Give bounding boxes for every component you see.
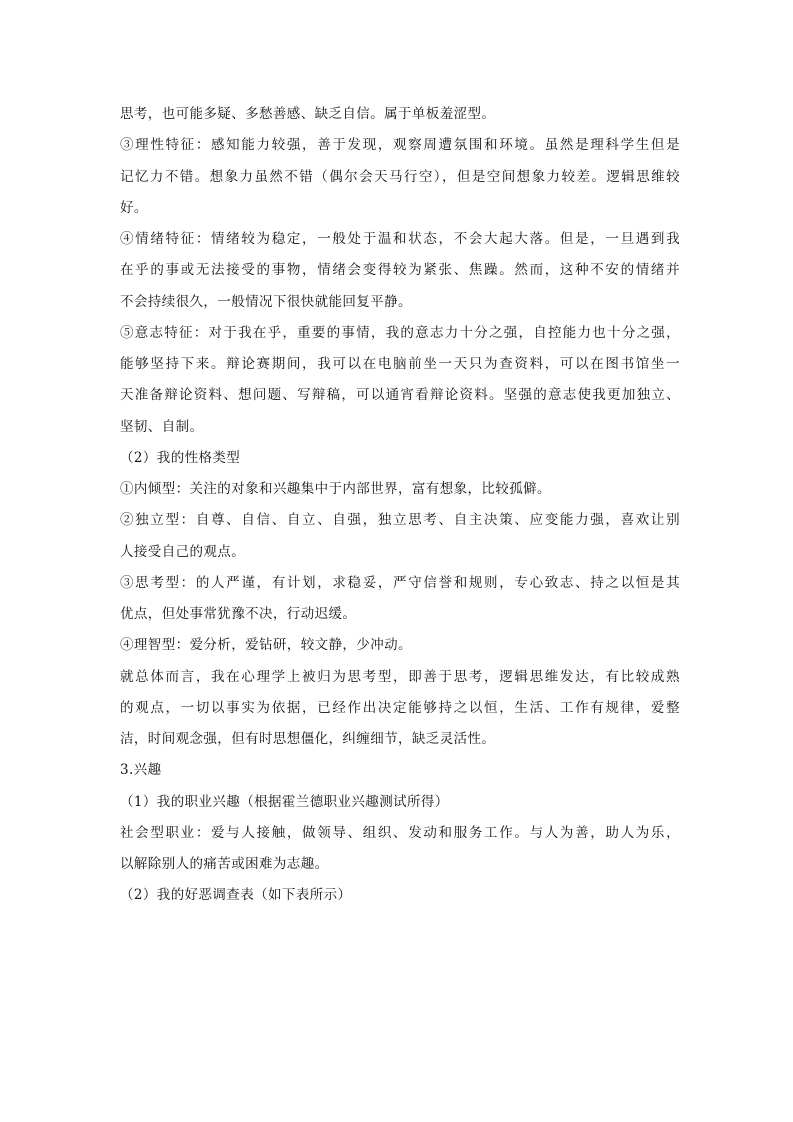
text-line: ③理性特征：感知能力较强，善于发现，观察周遭氛围和环境。虽然是理科学生但是 — [120, 137, 680, 154]
text-line: 能够坚持下来。辩论赛期间，我可以在电脑前坐一天只为查资料，可以在图书馆坐一 — [120, 356, 680, 372]
text-line: 社会型职业：爱与人接触，做领导、组织、发动和服务工作。与人为善，助人为乐， — [120, 824, 680, 841]
text-line: ③思考型：的人严谨，有计划，求稳妥，严守信誉和规则，专心致志、持之以恒是其 — [120, 574, 680, 591]
text-line: ⑤意志特征：对于我在乎，重要的事情，我的意志力十分之强，自控能力也十分之强， — [120, 324, 680, 341]
text-line: ②独立型：自尊、自信、自立、自强，独立思考、自主决策、应变能力强，喜欢让别 — [120, 512, 680, 529]
text-line: ④情绪特征：情绪较为稳定，一般处于温和状态，不会大起大落。但是，一旦遇到我 — [120, 231, 680, 247]
text-line: 的观点，一切以事实为依据，已经作出决定能够持之以恒，生活、工作有规律，爱整 — [120, 699, 680, 716]
document-body — [120, 99, 680, 912]
text-line: ①内倾型：关注的对象和兴趣集中于内部世界，富有想象，比较孤僻。 — [120, 481, 551, 497]
text-line: 记忆力不错。想象力虽然不错（偶尔会天马行空），但是空间想象力较差。逻辑思维较 — [120, 168, 680, 185]
section-heading: （2）我的性格类型 — [120, 449, 241, 466]
text-line: 好。 — [120, 199, 148, 216]
section-heading: （1）我的职业兴趣（根据霍兰德职业兴趣测试所得） — [120, 793, 449, 810]
text-line: 优点，但处事常犹豫不决，行动迟缓。 — [120, 606, 357, 622]
text-line: 坚韧、自制。 — [120, 418, 204, 435]
text-line: 人接受自己的观点。 — [120, 543, 246, 560]
text-line: 天准备辩论资料、想问题、写辩稿，可以通宵看辩论资料。坚强的意志使我更加独立、 — [120, 387, 680, 404]
section-heading: （2）我的好恶调查表（如下表所示） — [120, 887, 352, 904]
text-line: 思考，也可能多疑、多愁善感、缺乏自信。属于单板羞涩型。 — [120, 106, 496, 122]
text-line: ④理智型：爱分析，爱钻研，较文静，少冲动。 — [120, 637, 412, 654]
text-line: 在乎的事或无法接受的事物，情绪会变得较为紧张、焦躁。然而，这种不安的情绪并 — [120, 262, 680, 279]
text-line: 不会持续很久，一般情况下很快就能回复平静。 — [120, 293, 412, 310]
text-line: 就总体而言，我在心理学上被归为思考型，即善于思考，逻辑思维发达，有比较成熟 — [120, 668, 680, 685]
text-line: 以解除别人的痛苦或困难为志趣。 — [120, 856, 329, 872]
text-line: 洁，时间观念强，但有时思想僵化，纠缠细节，缺乏灵活性。 — [120, 731, 496, 747]
section-heading: 3.兴趣 — [120, 762, 162, 779]
